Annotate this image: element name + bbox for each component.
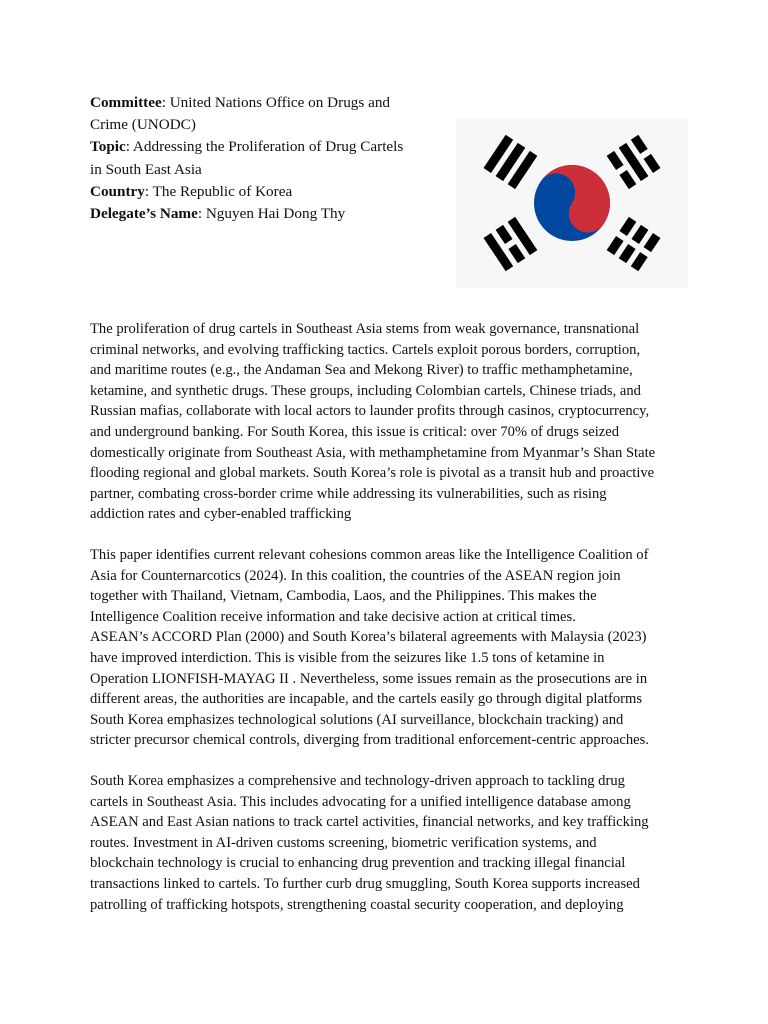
paragraph-line: and underground banking. For South Korea, this issue is critical: over 70% of drugs seized <box>90 423 620 440</box>
paragraph-line: ASEAN and East Asian nations to track cartel activities, financial networks, and key trafficking <box>90 814 649 831</box>
committee-line-2 <box>90 114 440 136</box>
committee-label: Committee <box>90 94 162 111</box>
country-value: : The Republic of Korea <box>144 182 293 200</box>
paragraph-line: partner, combating cross-border crime while addressing its vulnerabilities, such as rising <box>90 485 607 502</box>
paragraph-line: patrolling of trafficking hotspots, strengthening coastal security cooperation, and deploying <box>90 896 624 913</box>
delegate-value: : Nguyen Hai Dong Thy <box>197 205 346 223</box>
delegate-line <box>90 203 440 225</box>
topic-line <box>90 136 440 158</box>
paragraph-line: domestically originate from Southeast Asia, with methamphetamine from Myanmar’s Shan State <box>90 444 656 461</box>
paragraph-line: South Korea emphasizes technological solutions (AI surveillance, blockchain tracking) and <box>90 711 624 728</box>
paragraph-line: transactions linked to cartels. To further curb drug smuggling, South Korea supports increased <box>90 875 640 892</box>
topic-label: Topic <box>90 138 126 156</box>
paragraph-line: have improved interdiction. This is visible from the seizures like 1.5 tons of ketamine in <box>90 649 605 666</box>
paragraph-line: routes. Investment in AI-driven customs screening, biometric verification systems, and <box>90 834 597 851</box>
topic-value: : Addressing the Proliferation of Drug Cartels <box>125 138 404 156</box>
paragraph-line: This paper identifies current relevant cohesions common areas like the Intelligence Coalition of <box>90 547 649 563</box>
paragraph-line: The proliferation of drug cartels in Southeast Asia stems from weak governance, transnational <box>90 321 640 337</box>
south-korea-flag-icon <box>456 118 688 288</box>
paragraph-line: South Korea emphasizes a comprehensive and technology-driven approach to tackling drug <box>90 773 625 789</box>
paragraph-background <box>90 319 690 525</box>
paragraph-line: Operation LIONFISH-MAYAG II . Nevertheless, some issues remain as the prosecutions are in <box>90 670 648 687</box>
country-line <box>90 181 440 203</box>
country-label: Country <box>90 182 145 200</box>
paragraph-approach <box>90 771 690 915</box>
document-header <box>90 92 440 225</box>
paragraph-line: ketamine, and synthetic drugs. These groups, including Colombian cartels, Chinese triads, and <box>90 382 641 399</box>
paragraph-line: stricter precursor chemical controls, diverging from traditional enforcement-centric approaches. <box>90 732 649 749</box>
topic-value-cont: in South East Asia <box>90 160 202 178</box>
paragraph-line: Intelligence Coalition receive information and take decisive action at critical times. <box>90 608 576 625</box>
paragraph-line: criminal networks, and evolving trafficking tactics. Cartels exploit porous borders, corruption, <box>90 341 641 358</box>
paragraph-cooperation <box>90 545 690 751</box>
paragraph-line: blockchain technology is crucial to enhancing drug prevention and tracking illegal financial <box>90 855 626 872</box>
paragraph-line: addiction rates and cyber-enabled trafficking <box>90 506 352 523</box>
committee-value-cont: Crime (UNODC) <box>90 116 196 134</box>
paragraph-line: Asia for Counternarcotics (2024). In this coalition, the countries of the ASEAN region join <box>90 567 621 584</box>
paragraph-line: flooding regional and global markets. South Korea’s role is pivotal as a transit hub and proactive <box>90 465 655 482</box>
committee-value: : United Nations Office on Drugs and <box>161 94 391 111</box>
committee-line <box>90 92 440 114</box>
topic-line-2 <box>90 159 440 181</box>
paragraph-line: different areas, the authorities are incapable, and the cartels easily go through digital platforms <box>90 691 643 708</box>
paragraph-line: cartels in Southeast Asia. This includes advocating for a unified intelligence database among <box>90 793 631 810</box>
paragraph-line: together with Thailand, Vietnam, Cambodia, Laos, and the Philippines. This makes the <box>90 588 597 605</box>
paragraph-line: Russian mafias, collaborate with local actors to launder profits through casinos, cryptocurrency, <box>90 403 650 420</box>
delegate-label: Delegate’s Name <box>90 205 198 223</box>
paragraph-line: ASEAN’s ACCORD Plan (2000) and South Korea’s bilateral agreements with Malaysia (2023) <box>90 629 647 646</box>
paragraph-line: and maritime routes (e.g., the Andaman Sea and Mekong River) to traffic methamphetamine, <box>90 362 633 379</box>
